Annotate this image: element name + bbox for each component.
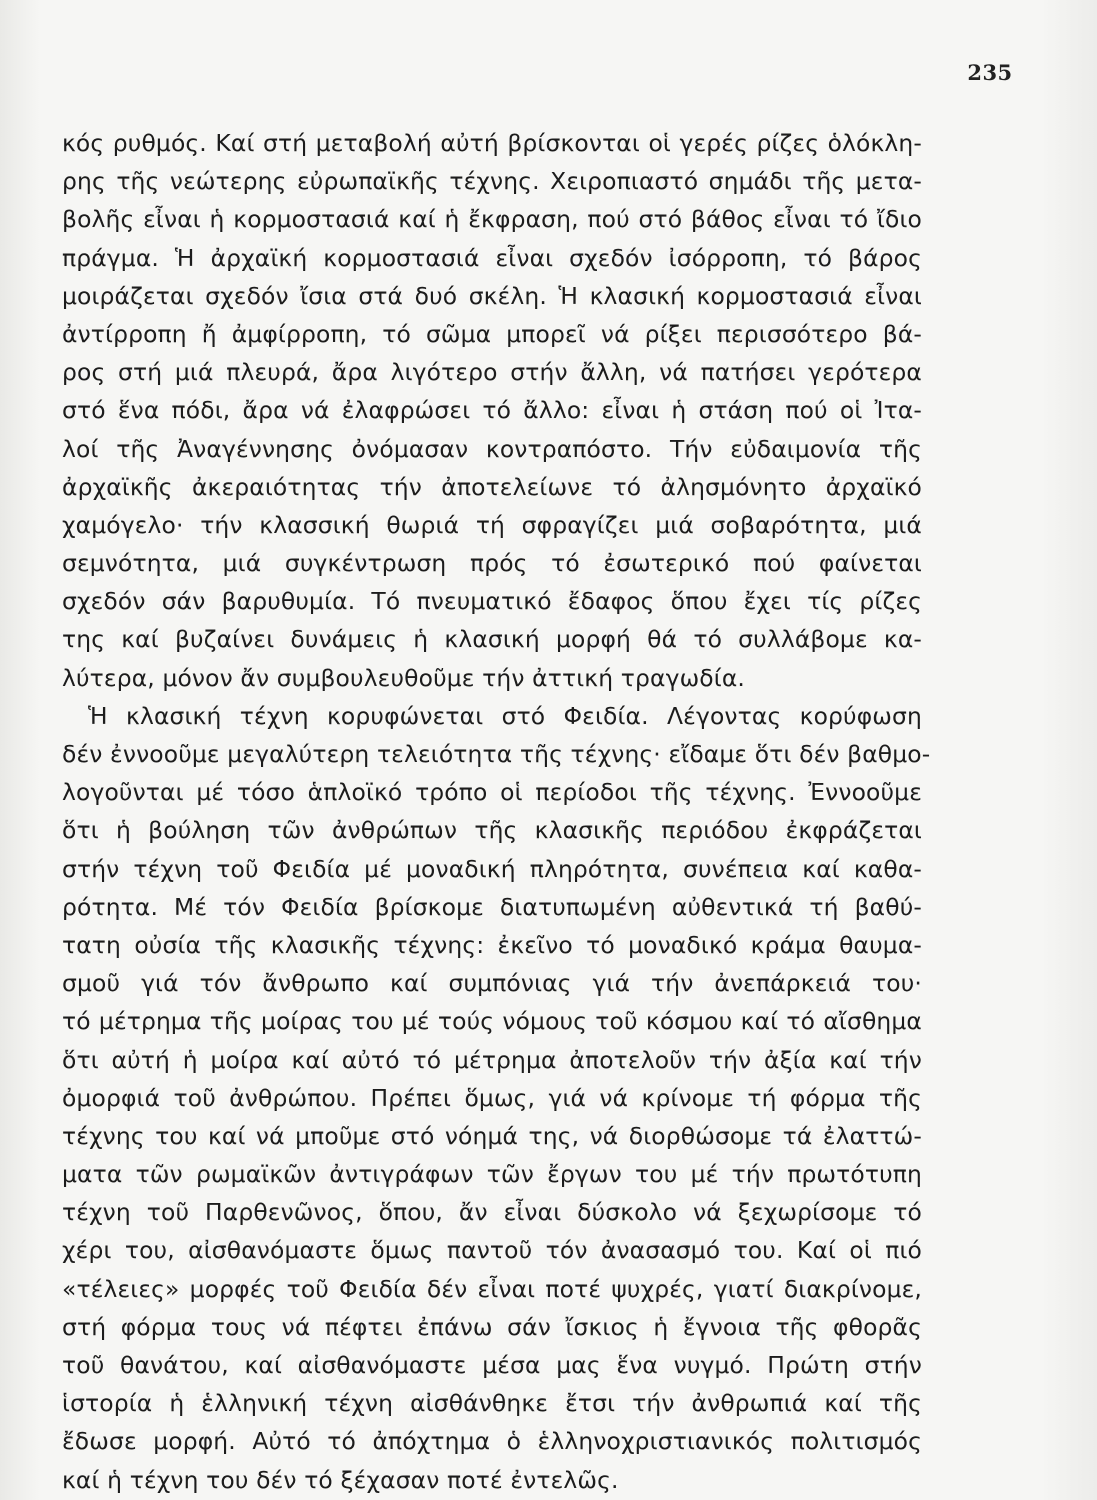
text-line: δέν ἐννοοῦμε μεγαλύτερη τελειότητα τῆς τέχνης· εἴδαμε ὅτι δέν βαθμο- (62, 740, 931, 768)
text-line: ὀμορφιά τοῦ ἀνθρώπου. Πρέπει ὅμως, γιά νά κρίνομε τή φόρμα τῆς (62, 1083, 922, 1112)
text-line: κός ρυθμός. Καί στή μεταβολή αὐτή βρίσκονται οἱ γερές ρίζες ὁλόκλη- (62, 129, 922, 157)
text-line: τό μέτρημα τῆς μοίρας του μέ τούς νόμους τοῦ κόσμου καί τό αἴσθημα (62, 1007, 922, 1036)
text-line: ρότητα. Μέ τόν Φειδία βρίσκομε διατυπωμένη αὐθεντικά τή βαθύ- (62, 892, 922, 921)
text-line: στήν τέχνη τοῦ Φειδία μέ μοναδική πληρότητα, συνέπεια καί καθα- (62, 854, 922, 883)
text-line: ρος στή μιά πλευρά, ἄρα λιγότερο στήν ἄλλη, νά πατήσει γερότερα (62, 358, 922, 387)
text-line: στό ἕνα πόδι, ἄρα νά ἐλαφρώσει τό ἄλλο: εἶναι ἡ στάση πού οἱ Ἰτα- (62, 396, 922, 425)
text-line: λοί τῆς Ἀναγέννησης ὀνόμασαν κοντραπόστο. Τήν εὐδαιμονία τῆς (62, 434, 922, 463)
text-line: ἱστορία ἡ ἑλληνική τέχνη αἰσθάνθηκε ἔτσι τήν ἀνθρωπιά καί τῆς (62, 1389, 922, 1418)
paragraph-end-line: καί ἡ τέχνη του δέν τό ξέχασαν ποτέ ἐντελῶς. (62, 1465, 619, 1494)
text-line: τατη οὐσία τῆς κλασικῆς τέχνης: ἐκεῖνο τό μοναδικό κράμα θαυμα- (62, 930, 922, 959)
text-line: ὅτι αὐτή ἡ μοίρα καί αὐτό τό μέτρημα ἀποτελοῦν τήν ἀξία καί τήν (62, 1045, 922, 1074)
text-line: ρης τῆς νεώτερης εὐρωπαϊκῆς τέχνης. Χειροπιαστό σημάδι τῆς μετα- (62, 167, 922, 196)
text-line: χαμόγελο· τήν κλασσική θωριά τή σφραγίζει μιά σοβαρότητα, μιά (62, 510, 922, 539)
text-line: σεμνότητα, μιά συγκέντρωση πρός τό ἐσωτερικό πού φαίνεται (62, 549, 922, 578)
text-line: «τέλειες» μορφές τοῦ Φειδία δέν εἶναι ποτέ ψυχρές, γιατί διακρίνομε, (62, 1274, 922, 1303)
body-text (62, 124, 931, 1499)
text-line: βολῆς εἶναι ἡ κορμοστασιά καί ἡ ἔκφραση, πού στό βάθος εἶναι τό ἴδιο (62, 205, 922, 234)
text-line: πράγμα. Ἡ ἀρχαϊκή κορμοστασιά εἶναι σχεδόν ἰσόρροπη, τό βάρος (62, 243, 922, 272)
text-line: ἀντίρροπη ἤ ἀμφίρροπη, τό σῶμα μπορεῖ νά ρίξει περισσότερο βά- (62, 319, 922, 348)
text-line: ματα τῶν ρωμαϊκῶν ἀντιγράφων τῶν ἔργων του μέ τήν πρωτότυπη (62, 1160, 922, 1189)
text-line: σμοῦ γιά τόν ἄνθρωπο καί συμπόνιας γιά τήν ἀνεπάρκειά του· (62, 969, 922, 998)
text-line: λογοῦνται μέ τόσο ἁπλοϊκό τρόπο οἱ περίοδοι τῆς τέχνης. Ἐννοοῦμε (62, 778, 922, 807)
text-line: τοῦ θανάτου, καί αἰσθανόμαστε μέσα μας ἕνα νυγμό. Πρώτη στήν (62, 1351, 922, 1379)
text-line: μοιράζεται σχεδόν ἴσια στά δυό σκέλη. Ἡ κλασική κορμοστασιά εἶναι (62, 281, 922, 310)
text-line: χέρι του, αἰσθανόμαστε ὅμως παντοῦ τόν ἀνασασμό του. Καί οἱ πιό (62, 1236, 922, 1265)
text-line: στή φόρμα τους νά πέφτει ἐπάνω σάν ἴσκιος ἡ ἔγνοια τῆς φθορᾶς (62, 1312, 922, 1341)
paragraph-end-line: λύτερα, μόνον ἄν συμβουλευθοῦμε τήν ἀττική τραγωδία. (62, 663, 745, 692)
text-line: ἔδωσε μορφή. Αὐτό τό ἀπόχτημα ὁ ἑλληνοχριστιανικός πολιτισμός (62, 1427, 922, 1456)
text-line: της καί βυζαίνει δυνάμεις ἡ κλασική μορφή θά τό συλλάβομε κα- (62, 625, 922, 654)
text-line: σχεδόν σάν βαρυθυμία. Τό πνευματικό ἔδαφος ὅπου ἔχει τίς ρίζες (62, 587, 922, 616)
text-line: ἀρχαϊκῆς ἀκεραιότητας τήν ἀποτελείωνε τό ἀλησμόνητο ἀρχαϊκό (62, 472, 922, 501)
text-line: τέχνης του καί νά μποῦμε στό νόημά της, νά διορθώσομε τά ἐλαττώ- (62, 1121, 922, 1150)
paragraph-start-line: Ἡ κλασική τέχνη κορυφώνεται στό Φειδία. Λέγοντας κορύφωση (88, 701, 922, 730)
text-line: ὅτι ἡ βούληση τῶν ἀνθρώπων τῆς κλασικῆς περιόδου ἐκφράζεται (62, 816, 922, 845)
text-line: τέχνη τοῦ Παρθενῶνος, ὅπου, ἄν εἶναι δύσκολο νά ξεχωρίσομε τό (62, 1198, 922, 1227)
page-number: 235 (967, 60, 1013, 85)
